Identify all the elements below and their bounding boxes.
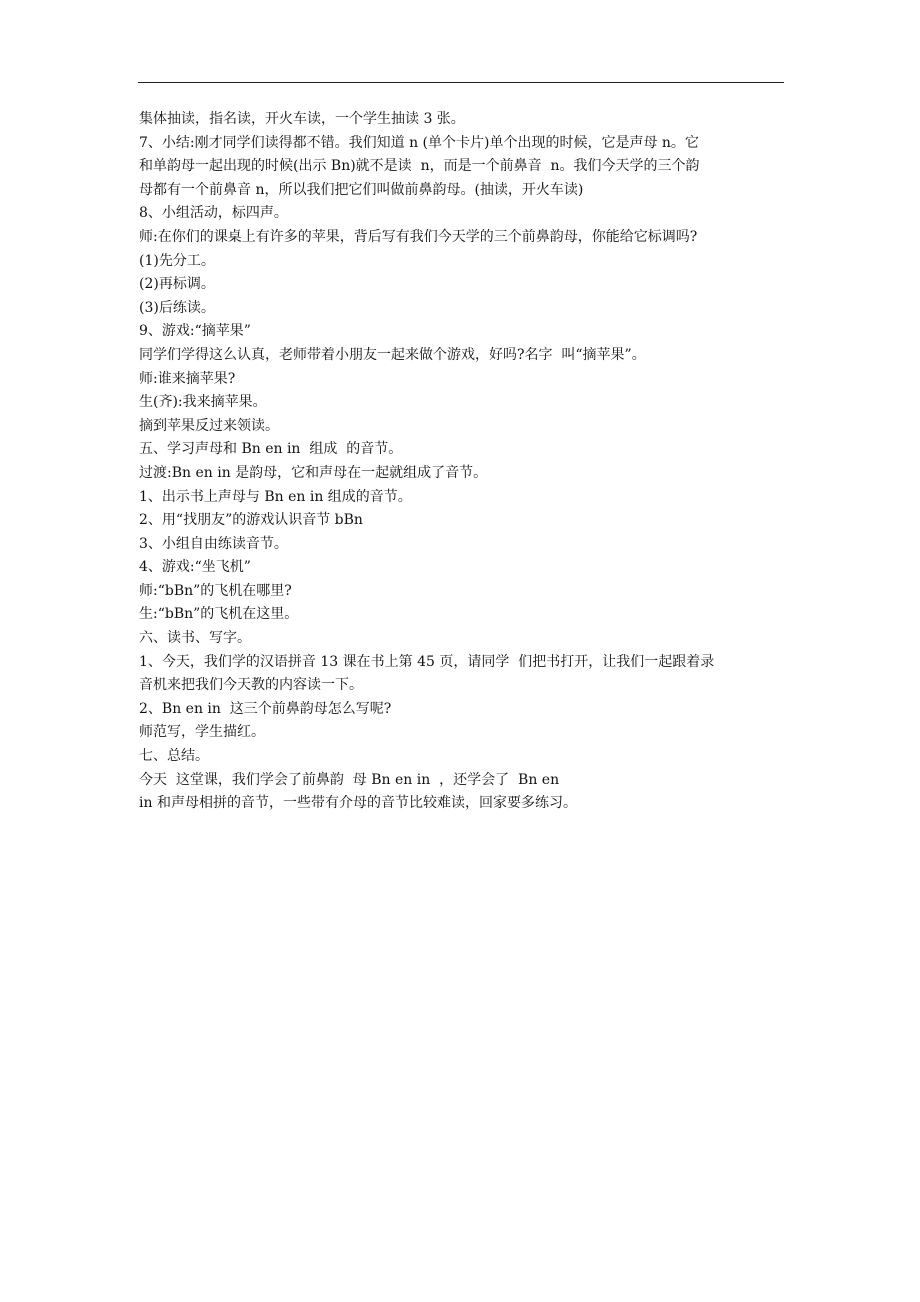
text-line: 和单韵母一起出现的时候(出示 Bn)就不是读 n，而是一个前鼻音 n。我们今天学的三个韵	[139, 158, 700, 175]
text-line: 摘到苹果反过来领读。	[139, 417, 279, 434]
text-line: 师:“bBn”的飞机在哪里?	[139, 582, 292, 599]
text-line: 师范写，学生描红。	[139, 724, 265, 741]
text-line: 1、今天，我们学的汉语拼音 13 课在书上第 45 页，请同学 们把书打开，让我们一起跟着录	[139, 653, 715, 670]
text-line: (2)再标调。	[139, 276, 215, 293]
text-line: 7、小结:刚才同学们读得都不错。我们知道 n (单个卡片)单个出现的时候，它是声母 n。它	[139, 134, 699, 151]
text-line: 8、小组活动，标四声。	[139, 205, 288, 222]
text-line: in 和声母相拼的音节，一些带有介母的音节比较难读，回家要多练习。	[139, 795, 577, 812]
text-line: 六、读书、写字。	[139, 630, 251, 647]
text-line: 七、总结。	[139, 748, 209, 765]
text-line: 1、出示书上声母与 Bn en in 组成的音节。	[139, 488, 412, 505]
text-line: 过渡:Bn en in 是韵母，它和声母在一起就组成了音节。	[139, 464, 488, 481]
text-line: 2、Bn en in 这三个前鼻韵母怎么写呢?	[139, 700, 392, 717]
text-line: 音机来把我们今天教的内容读一下。	[139, 677, 363, 694]
text-line: 生:“bBn”的飞机在这里。	[139, 606, 299, 623]
document-body	[139, 108, 785, 816]
text-line: 同学们学得这么认真，老师带着小朋友一起来做个游戏，好吗?名字 叫“摘苹果”。	[139, 346, 646, 363]
text-line: (1)先分工。	[139, 252, 215, 269]
text-line: 4、游戏:“坐飞机”	[139, 559, 251, 576]
text-line: 今天 这堂课，我们学会了前鼻韵 母 Bn en in ，还学会了 Bn en	[139, 771, 560, 788]
text-line: (3)后练读。	[139, 299, 215, 316]
text-line: 9、游戏:“摘苹果”	[139, 323, 251, 340]
text-line: 师:谁来摘苹果?	[139, 370, 236, 387]
text-line: 集体抽读，指名读，开火车读，一个学生抽读 3 张。	[139, 111, 465, 127]
header-rule	[138, 82, 784, 83]
text-line: 母都有一个前鼻音 n，所以我们把它们叫做前鼻韵母。(抽读，开火车读)	[139, 181, 584, 198]
text-line: 五、学习声母和 Bn en in 组成 的音节。	[139, 441, 403, 458]
text-line: 生(齐):我来摘苹果。	[139, 394, 267, 411]
text-line: 师:在你们的课桌上有许多的苹果，背后写有我们今天学的三个前鼻韵母，你能给它标调吗?	[139, 228, 698, 245]
text-line: 3、小组自由练读音节。	[139, 535, 288, 552]
text-line: 2、用“找朋友”的游戏认识音节 bBn	[139, 512, 363, 529]
